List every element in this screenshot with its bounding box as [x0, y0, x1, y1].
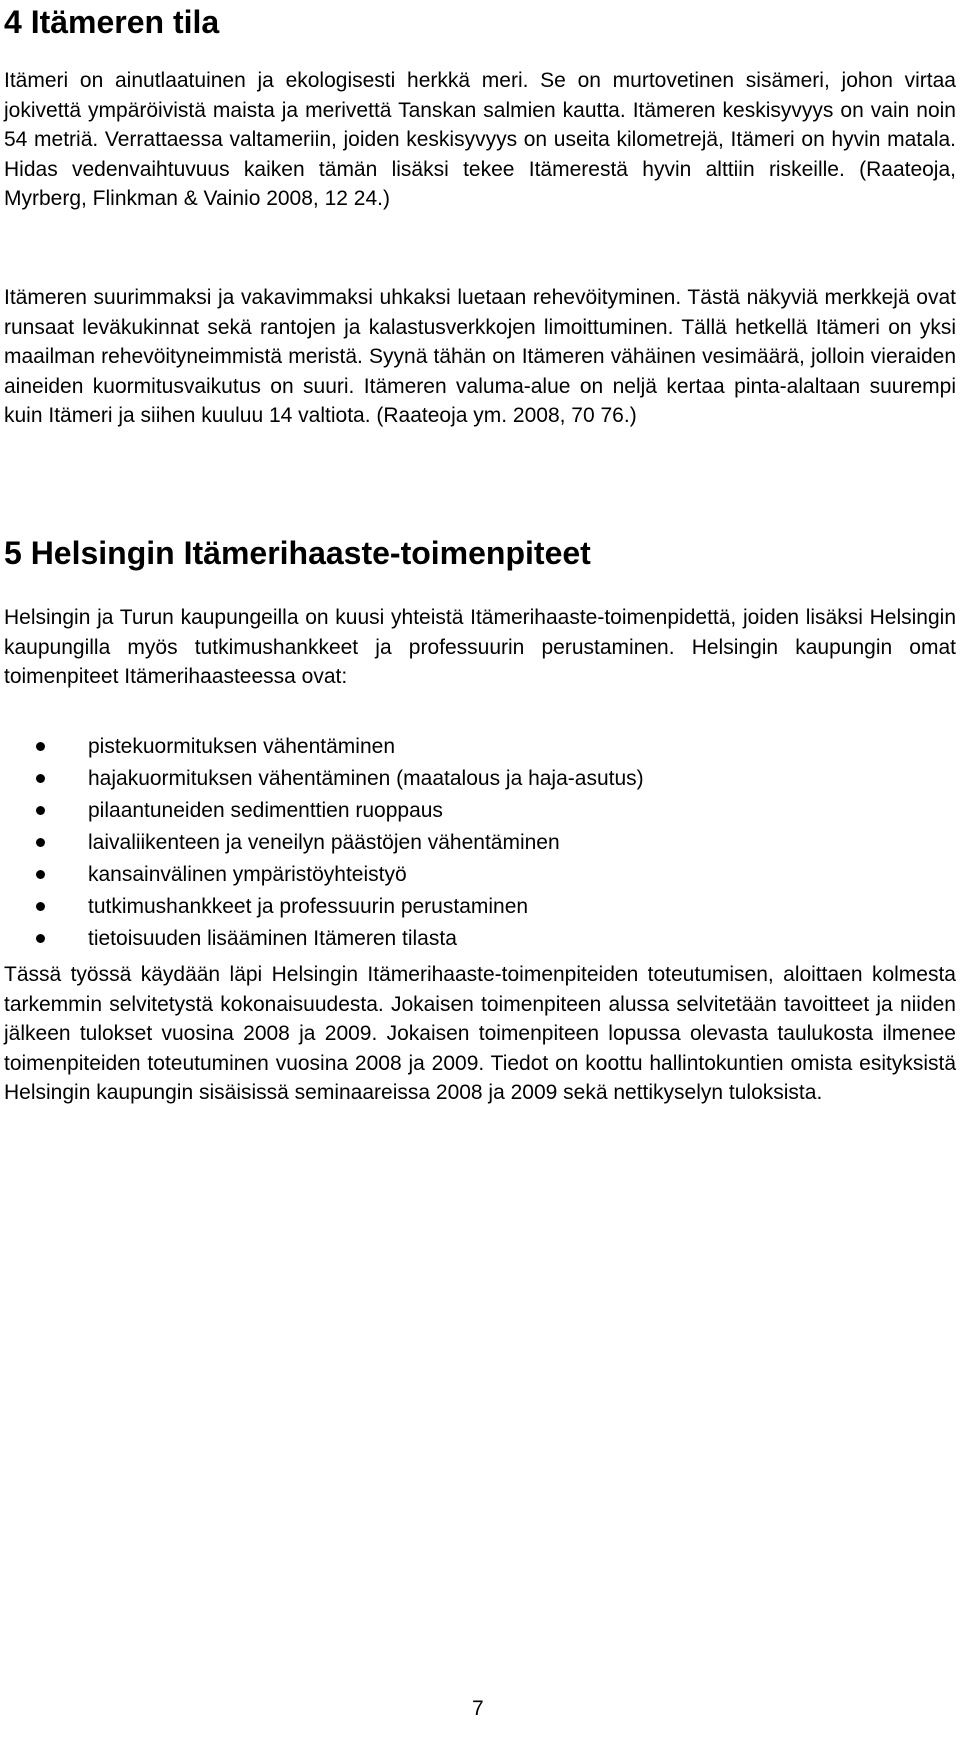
section-4-paragraph-1: Itämeri on ainutlaatuinen ja ekologisesti herkkä meri. Se on murtovetinen sisämeri, johon virtaa jokivettä ympäröivistä maista ja merivettä Tanskan salmien kautta. Itämeren keskisyvyys on vain noin 54 metriä. Verrattaessa valtameriin, joiden keskisyvyys on useita kilometrejä, Itämeri on hyvin matala. Hidas vedenvaihtuvuus kaiken tämän lisäksi tekee Itämerestä hyvin alttiin riskeille. (Raateoja, Myrberg, Flinkman & Vainio 2008, 12 24.) — [4, 69, 956, 210]
bullet-icon — [36, 870, 45, 879]
bullet-icon — [36, 902, 45, 911]
list-item-text: tietoisuuden lisääminen Itämeren tilasta — [88, 927, 457, 950]
list-item — [4, 731, 956, 763]
section-4-heading: 4 Itämeren tila — [4, 4, 220, 40]
bullet-icon — [36, 806, 45, 815]
page-number: 7 — [472, 1697, 484, 1720]
section-5-intro-paragraph: Helsingin ja Turun kaupungeilla on kuusi yhteistä Itämerihaaste-toimenpidettä, joiden lisäksi Helsingin kaupungilla myös tutkimushankkeet ja professuurin perustaminen. Helsingin kaupungin omat toimenpiteet Itämerihaasteessa ovat: — [4, 606, 956, 688]
bullet-icon — [36, 774, 45, 783]
list-item — [4, 891, 956, 923]
list-item-text: hajakuormituksen vähentäminen (maatalous ja haja-asutus) — [88, 767, 644, 790]
list-item — [4, 795, 956, 827]
section-5-closing-paragraph: Tässä työssä käydään läpi Helsingin Itämerihaaste-toimenpiteiden toteutumisen, aloittaen kolmesta tarkemmin selvitetystä kokonaisuudesta. Jokaisen toimenpiteen alussa selvitetään tavoitteet ja niiden jälkeen tulokset vuosina 2008 ja 2009. Jokaisen toimenpiteen lopussa olevasta taulukosta ilmenee toimenpiteiden toteutuminen vuosina 2008 ja 2009. Tiedot on koottu hallintokuntien omista esityksistä Helsingin kaupungin sisäisissä seminaareissa 2008 ja 2009 sekä nettikyselyn tuloksista. — [4, 963, 956, 1104]
list-item-text: kansainvälinen ympäristöyhteistyö — [88, 863, 407, 886]
section-4-paragraph-2: Itämeren suurimmaksi ja vakavimmaksi uhkaksi luetaan rehevöityminen. Tästä näkyviä merkkejä ovat runsaat leväkukinnat sekä rantojen ja kalastusverkkojen limoittuminen. Tällä hetkellä Itämeri on yksi maailman rehevöityneimmistä meristä. Syynä tähän on Itämeren vähäinen vesimäärä, jolloin vieraiden aineiden kuormitusvaikutus on suuri. Itämeren valuma-alue on neljä kertaa pinta-alaltaan suurempi kuin Itämeri ja siihen kuuluu 14 valtiota. (Raateoja ym. 2008, 70 76.) — [4, 286, 956, 427]
measures-bullet-list — [4, 731, 956, 955]
bullet-icon — [36, 838, 45, 847]
bullet-icon — [36, 934, 45, 943]
list-item — [4, 763, 956, 795]
list-item — [4, 827, 956, 859]
list-item-text: tutkimushankkeet ja professuurin perustaminen — [88, 895, 529, 918]
list-item-text: pilaantuneiden sedimenttien ruoppaus — [88, 799, 443, 822]
list-item — [4, 859, 956, 891]
section-5-heading: 5 Helsingin Itämerihaaste-toimenpiteet — [4, 535, 591, 571]
list-item — [4, 923, 956, 955]
bullet-icon — [36, 742, 45, 751]
list-item-text: pistekuormituksen vähentäminen — [88, 735, 396, 758]
list-item-text: laivaliikenteen ja veneilyn päästöjen vähentäminen — [88, 831, 560, 854]
